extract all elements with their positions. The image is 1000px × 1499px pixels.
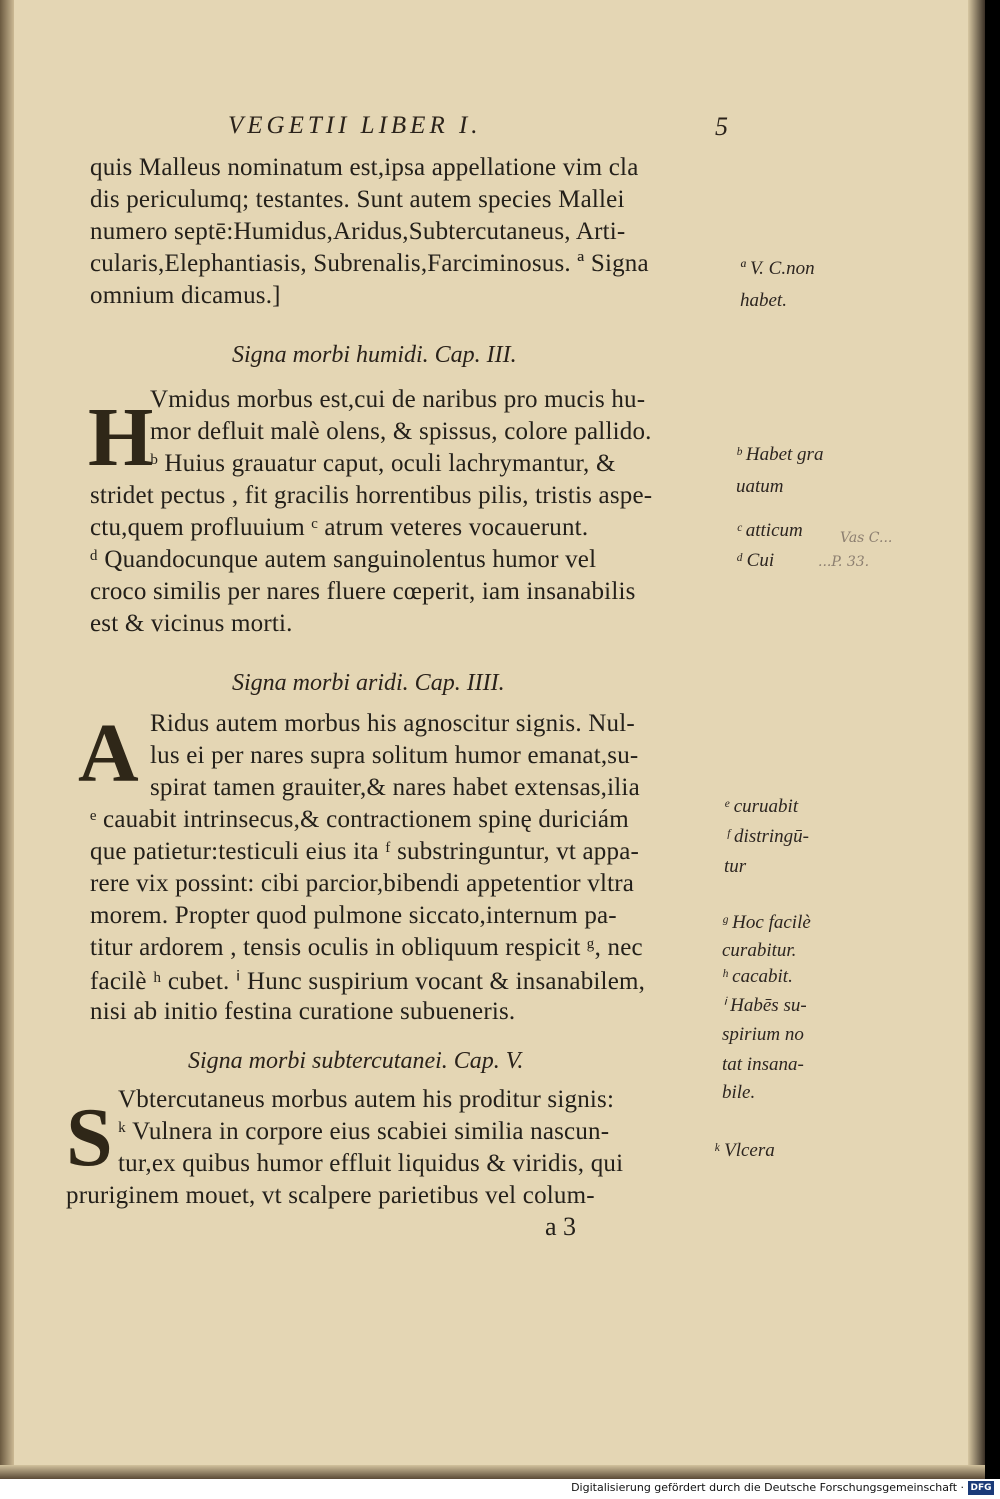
margin-note: curabitur. (722, 940, 797, 961)
margin-note: ʰ cacabit. (722, 966, 793, 987)
body-line: pruriginem mouet, vt scalpere parietibus vel colum- (66, 1182, 595, 1209)
dfg-logo-icon: DFG (968, 1481, 994, 1495)
footer-bar (0, 1479, 1000, 1499)
drop-initial: S (66, 1091, 113, 1184)
handwritten-note: ...P. 33. (818, 554, 870, 570)
margin-note: habet. (740, 290, 787, 311)
page-fore-edge (968, 0, 985, 1479)
body-line: titur ardorem , tensis oculis in obliquum respicit ᵍ, nec (90, 934, 643, 961)
body-line: Vbtercutaneus morbus autem his proditur signis: (118, 1086, 615, 1113)
margin-note: spirium no (722, 1024, 804, 1045)
margin-note: bile. (722, 1082, 756, 1103)
body-line: ᵇ Huius grauatur caput, oculi lachrymantur, & (150, 450, 616, 477)
body-line: spirat tamen grauiter,& nares habet extensas,ilia (150, 774, 640, 801)
drop-initial: H (88, 391, 154, 484)
margin-note: ᵍ Hoc facilè (722, 912, 811, 933)
body-line: ᵉ cauabit intrinsecus,& contractionem spinę duriciám (90, 806, 629, 833)
page-bottom-edge (0, 1465, 985, 1479)
margin-note: ᵈ Cui (736, 550, 775, 571)
margin-note: tur (724, 856, 747, 877)
body-line: morem. Propter quod pulmone siccato,internum pa- (90, 902, 617, 929)
page-spine-shadow (0, 0, 14, 1479)
body-line: numero septē:Humidus,Aridus,Subtercutaneus, Arti- (90, 218, 626, 245)
body-line: rere vix possint: cibi parcior,bibendi appetentior vltra (90, 870, 635, 897)
body-line: tur,ex quibus humor effluit liquidus & viridis, qui (118, 1150, 624, 1177)
body-line: Ridus autem morbus his agnoscitur signis. Nul- (150, 710, 635, 737)
body-line: quis Malleus nominatum est,ipsa appellatione vim cla (90, 154, 639, 181)
body-line: nisi ab initio festina curatione subueneris. (90, 998, 516, 1025)
body-line: est & vicinus morti. (90, 610, 293, 637)
folio-number: 5 (715, 112, 728, 141)
margin-note: ᶜ atticum (736, 520, 803, 541)
handwritten-note: Vas C... (840, 530, 893, 546)
body-line: lus ei per nares supra solitum humor emanat,su- (150, 742, 639, 769)
body-line: croco similis per nares fluere cœperit, iam insanabilis (90, 578, 636, 605)
body-line: ᵏ Vulnera in corpore eius scabiei similia nascun- (118, 1118, 610, 1145)
chapter-heading: Signa morbi humidi. Cap. III. (232, 342, 517, 368)
chapter-heading: Signa morbi subtercutanei. Cap. V. (188, 1048, 524, 1074)
body-line: ctu,quem profluuium ᶜ atrum veteres vocauerunt. (90, 514, 589, 541)
body-line: Vmidus morbus est,cui de naribus pro mucis hu- (150, 386, 646, 413)
margin-note: ᵇ Habet gra (736, 444, 824, 465)
signature-mark: a 3 (545, 1212, 577, 1241)
body-line: cularis,Elephantiasis, Subrenalis,Farciminosus. ª Signa (90, 250, 649, 277)
margin-note: ᶠ distringū- (726, 826, 810, 847)
margin-note: tat insana- (722, 1054, 804, 1075)
body-line: dis periculumq; testantes. Sunt autem species Mallei (90, 186, 625, 213)
body-line: mor defluit malè olens, & spissus, colore pallido. (150, 418, 652, 445)
margin-note: ᵏ Vlcera (714, 1140, 775, 1161)
body-line: que patietur:testiculi eius ita ᶠ substringuntur, vt appa- (90, 838, 640, 865)
margin-note: ª V. C.non (740, 258, 815, 279)
chapter-heading: Signa morbi aridi. Cap. IIII. (232, 670, 505, 696)
body-line: stridet pectus , fit gracilis horrentibus pilis, tristis aspe- (90, 482, 653, 509)
margin-note: ⁱ Habēs su- (722, 995, 807, 1016)
body-line: omnium dicamus.] (90, 282, 281, 309)
body-line: ᵈ Quandocunque autem sanguinolentus humor vel (90, 546, 597, 573)
body-line: facilè ʰ cubet. ⁱ Hunc suspirium vocant & insanabilem, (90, 968, 646, 995)
funding-credit: Digitalisierung gefördert durch die Deutsche Forschungsgemeinschaft · (571, 1481, 964, 1494)
running-head: VEGETII LIBER I. (228, 112, 482, 139)
margin-note: ᵉ curuabit (724, 796, 799, 817)
drop-initial: A (78, 707, 139, 800)
margin-note: uatum (736, 476, 784, 497)
